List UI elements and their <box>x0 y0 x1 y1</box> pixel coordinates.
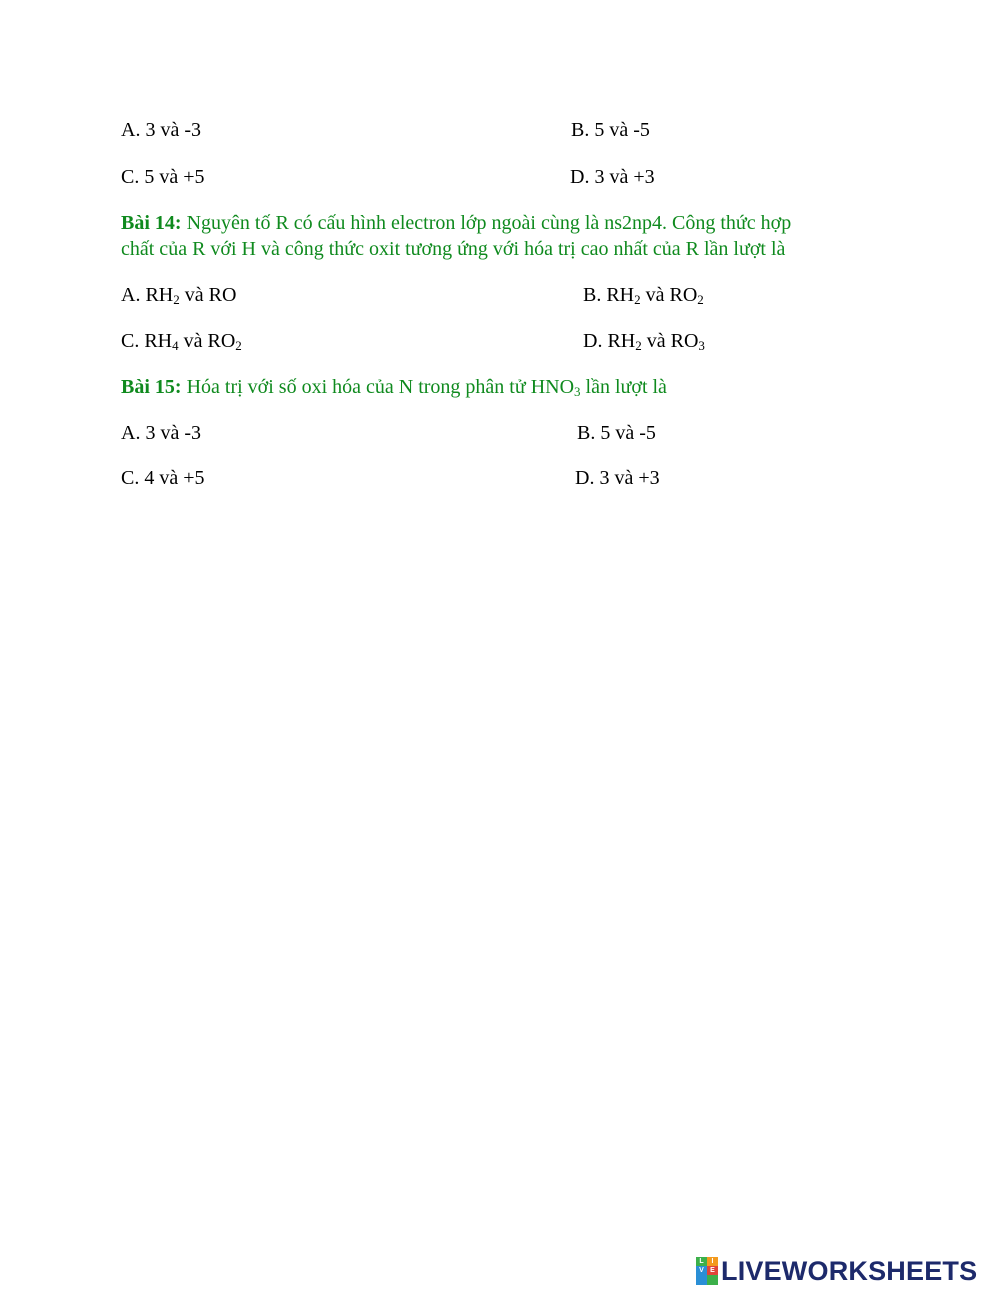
q14-question-line-1 <box>121 211 791 235</box>
q13-option-b: B. 5 và -5 <box>571 119 650 141</box>
liveworksheets-logo-text: LIVEWORKSHEETS <box>721 1255 978 1286</box>
q13-option-d: D. 3 và +3 <box>570 166 655 188</box>
q13-option-c: C. 5 và +5 <box>121 166 205 188</box>
liveworksheets-logo-icon: L I V E <box>696 1257 718 1285</box>
q15-question: Bài 15: Hóa trị với số oxi hóa của N trong phân tử $HNO_3$ lần lượt là <box>121 376 667 399</box>
q15-label: Bài 15: <box>121 376 182 398</box>
q14-option-a: A. $RH_2$ và RO <box>121 284 237 307</box>
q14-text-1: Nguyên tố R có cấu hình electron lớp ngoài cùng là ns2np4. Công thức hợp <box>181 212 792 234</box>
q14-label: Bài 14: <box>121 212 182 234</box>
q15-option-b: B. 5 và -5 <box>577 422 656 444</box>
q14-option-c: C. $RH_4$ và $RO_2$ <box>121 330 242 353</box>
q15-option-c: C. 4 và +5 <box>121 467 205 489</box>
liveworksheets-logo <box>696 1255 977 1287</box>
q15-option-d: D. 3 và +3 <box>575 467 660 489</box>
q14-question-line-2: chất của R với H và công thức oxit tương ứng với hóa trị cao nhất của R lần lượt là <box>121 238 786 260</box>
q15-option-a: A. 3 và -3 <box>121 422 201 444</box>
q14-option-b: B. $RH_2$ và $RO_2$ <box>583 284 704 307</box>
q14-option-d: D. $RH_2$ và $RO_3$ <box>583 330 705 353</box>
q13-option-a: A. 3 và -3 <box>121 119 201 141</box>
